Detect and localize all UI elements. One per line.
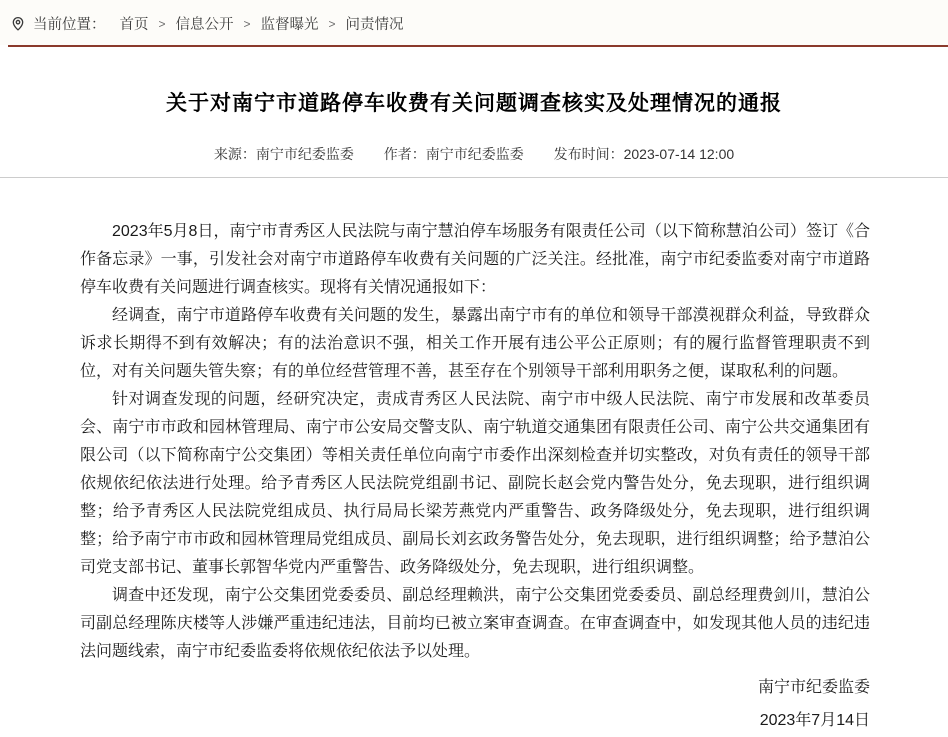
article-body <box>0 178 948 737</box>
paragraph-intro: 2023年5月8日，南宁市青秀区人民法院与南宁慧泊停车场服务有限责任公司（以下简称慧泊公司）签订《合作备忘录》一事，引发社会对南宁市道路停车收费有关问题的广泛关注。经批准，南宁市纪委监委对南宁市道路停车收费有关问题进行调查核实。现将有关情况通报如下： <box>80 223 870 296</box>
paragraph-actions: 针对调查发现的问题，经研究决定，责成青秀区人民法院、南宁市中级人民法院、南宁市发展和改革委员会、南宁市市政和园林管理局、南宁市公安局交警支队、南宁轨道交通集团有限责任公司、南宁公共交通集团有限公司（以下简称南宁公交集团）等相关责任单位向南宁市委作出深刻检查并切实整改，对负有责任的领导干部依规依纪依法进行处理。给予青秀区人民法院党组副书记、副院长赵会党内警告处分，免去现职，进行组织调整；给予青秀区人民法院党组成员、执行局局长梁芳燕党内严重警告、政务降级处分，免去现职，进行组织调整；给予南宁市市政和园林管理局党组成员、副局长刘玄政务警告处分，免去现职，进行组织调整；给予慧泊公司党支部书记、董事长郭智华党内严重警告、政务降级处分，免去现职，进行组织调整。 <box>80 391 870 576</box>
location-pin-icon <box>10 15 26 32</box>
page-title: 关于对南宁市道路停车收费有关问题调查核实及处理情况的通报 <box>166 92 782 115</box>
paragraph-findings: 经调查，南宁市道路停车收费有关问题的发生，暴露出南宁市有的单位和领导干部漠视群众利益，导致群众诉求长期得不到有效解决；有的法治意识不强，相关工作开展有违公平公正原则；有的履行监督管理职责不到位，对有关问题失管失察；有的单位经营管理不善，甚至存在个别领导干部利用职务之便，谋取私利的问题。 <box>80 307 870 380</box>
article-publish-time: 发布时间：2023-07-14 12:00 <box>553 146 735 162</box>
breadcrumb-separator: > <box>243 16 251 31</box>
breadcrumb <box>0 0 948 45</box>
breadcrumb-separator: > <box>328 16 336 31</box>
breadcrumb-item-accountability[interactable]: 问责情况 <box>345 17 404 33</box>
paragraph-investigation: 调查中还发现，南宁公交集团党委委员、副总经理赖洪，南宁公交集团党委委员、副总经理费剑川，慧泊公司副总经理陈庆楼等人涉嫌严重违纪违法，目前均已被立案审查调查。在审查调查中，如发现其他人员的违纪违法问题线索，南宁市纪委监委将依规依纪依法予以处理。 <box>80 587 870 660</box>
breadcrumb-item-supervision-exposure[interactable]: 监督曝光 <box>260 17 319 33</box>
breadcrumb-label: 当前位置： <box>33 17 106 33</box>
signature-date: 2023年7月14日 <box>759 712 870 729</box>
signature-org: 南宁市纪委监委 <box>757 679 870 696</box>
article-author: 作者：南宁市纪委监委 <box>383 146 524 162</box>
breadcrumb-item-home[interactable]: 首页 <box>119 17 149 33</box>
accent-divider <box>8 45 948 47</box>
signature-block <box>80 671 870 737</box>
breadcrumb-item-info-disclosure[interactable]: 信息公开 <box>175 17 234 33</box>
article-source: 来源：南宁市纪委监委 <box>213 146 354 162</box>
article-meta <box>0 144 948 164</box>
breadcrumb-separator: > <box>158 16 166 31</box>
